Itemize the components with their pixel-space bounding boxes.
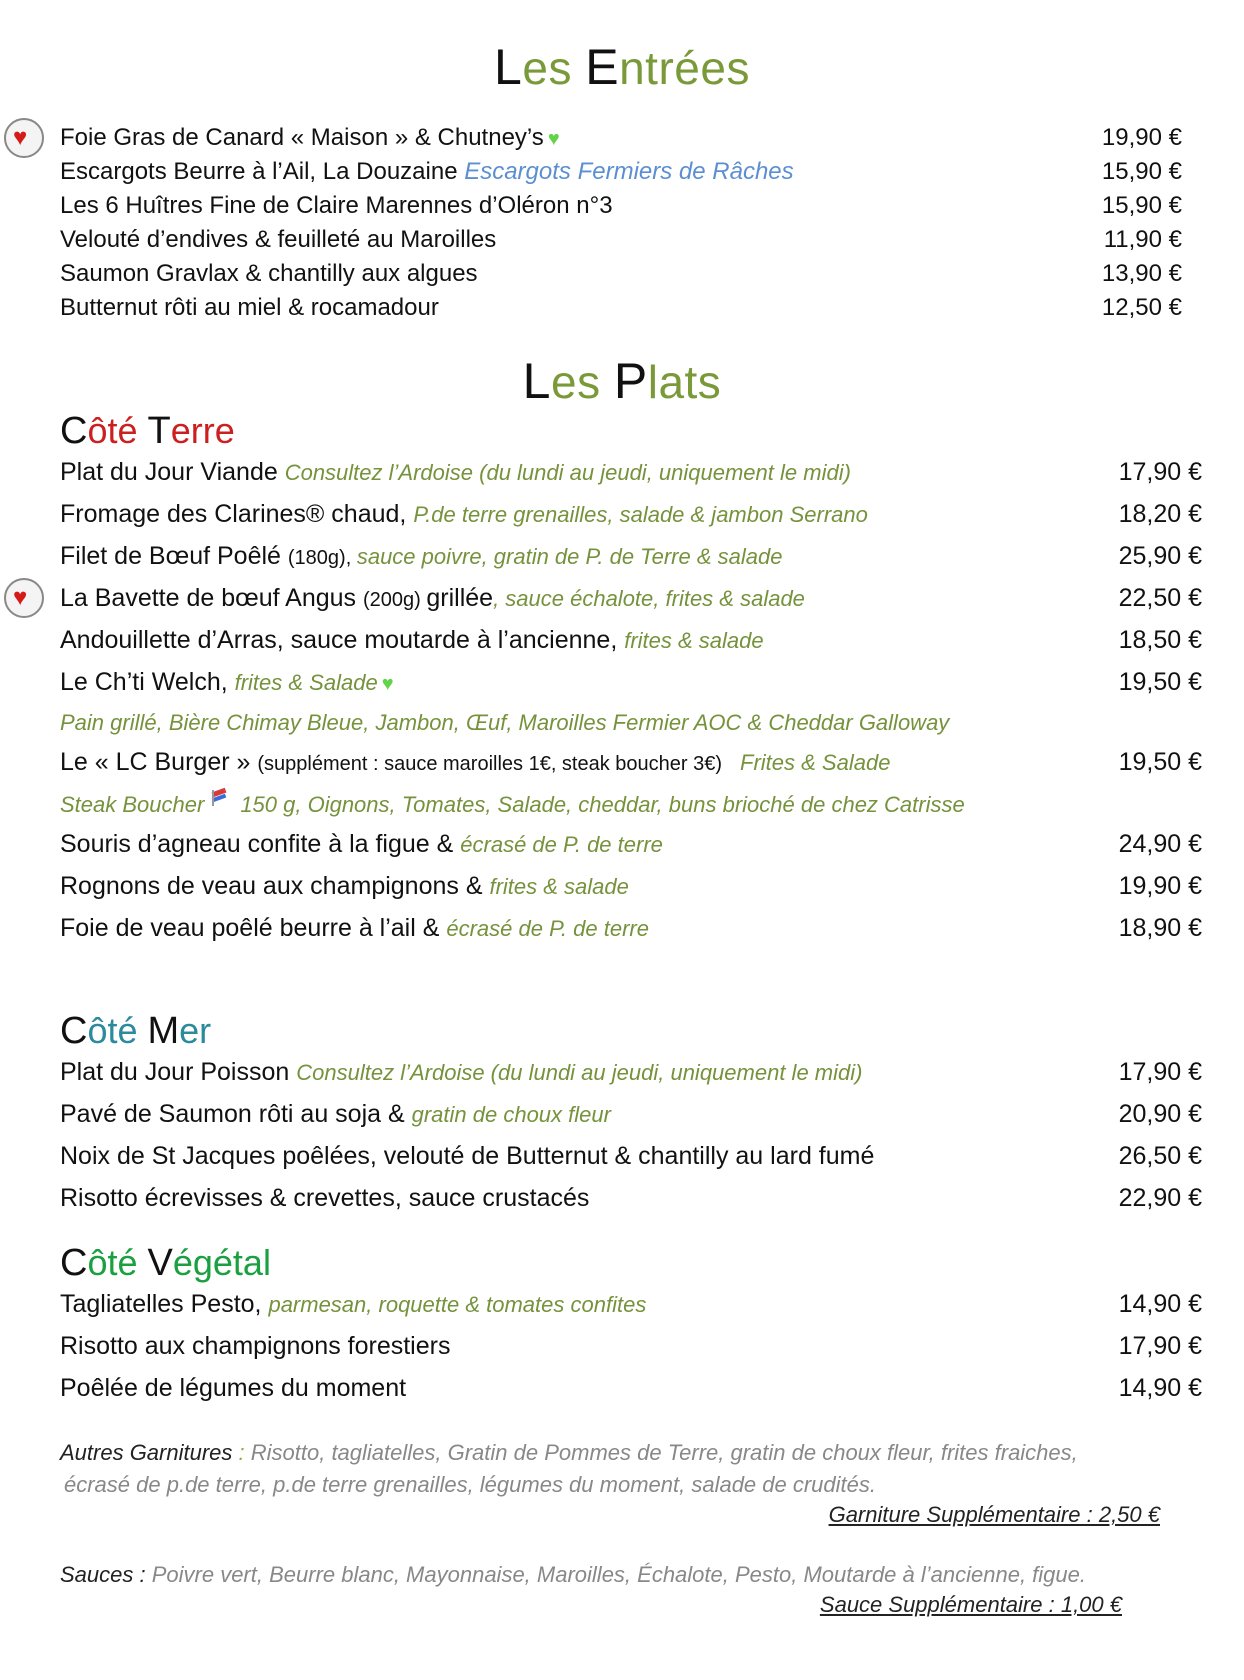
sauces-note: Sauces : Poivre vert, Beurre blanc, Mayonnaise, Maroilles, Échalote, Pesto, Moutarde à l’ancienne, figue. xyxy=(60,1562,1086,1587)
garnitures-note: Autres Garnitures : Risotto, tagliatelles, Gratin de Pommes de Terre, gratin de choux fleur, frites fraiches, xyxy=(60,1440,1078,1465)
list-item: Noix de St Jacques poêlées, velouté de Butternut & chantilly au lard fumé 26,50 € xyxy=(60,1142,1202,1170)
list-item: Souris d’agneau confite à la figue & écrasé de P. de terre 24,90 € xyxy=(60,830,1202,858)
green-heart-icon: ♥ xyxy=(547,128,560,150)
list-item-detail: Steak Boucher 150 g, Oignons, Tomates, Salade, cheddar, buns brioché de chez Catrisse xyxy=(60,790,1244,824)
garniture-supplement: Garniture Supplémentaire : 2,50 € xyxy=(828,1502,1160,1527)
list-item: Pavé de Saumon rôti au soja & gratin de choux fleur 20,90 € xyxy=(60,1100,1202,1128)
list-item: Foie Gras de Canard « Maison » & Chutney’s ♥ 19,90 € xyxy=(60,124,1182,151)
list-item: Fromage des Clarines® chaud, P.de terre grenailles, salade & jambon Serrano 18,20 € xyxy=(60,500,1202,528)
list-item: Saumon Gravlax & chantilly aux algues 13,90 € xyxy=(60,260,1182,287)
list-item: Le « LC Burger » (supplément : sauce maroilles 1€, steak boucher 3€) Frites & Salade 19,50 € xyxy=(60,748,1202,776)
garnitures-note-line2: écrasé de p.de terre, p.de terre grenailles, légumes du moment, salade de crudités. xyxy=(64,1472,877,1497)
list-item: Plat du Jour Viande Consultez l’Ardoise (du lundi au jeudi, uniquement le midi) 17,90 € xyxy=(60,458,1202,486)
section-title-terre: Côté Terre xyxy=(60,410,235,452)
list-item: Risotto écrevisses & crevettes, sauce crustacés 22,90 € xyxy=(60,1184,1202,1212)
flag-icon xyxy=(210,790,228,806)
list-item: Andouillette d’Arras, sauce moutarde à l’ancienne, frites & salade 18,50 € xyxy=(60,626,1202,654)
section-title-mer: Côté Mer xyxy=(60,1010,212,1052)
plats-title: Les Plats xyxy=(522,353,722,409)
list-item: Rognons de veau aux champignons & frites & salade 19,90 € xyxy=(60,872,1202,900)
list-item: Risotto aux champignons forestiers 17,90 € xyxy=(60,1332,1202,1360)
list-item-detail: Pain grillé, Bière Chimay Bleue, Jambon, Œuf, Maroilles Fermier AOC & Cheddar Galloway xyxy=(60,710,950,735)
list-item: Escargots Beurre à l’Ail, La Douzaine Escargots Fermiers de Râches 15,90 € xyxy=(60,158,1182,185)
section-title-vegetal: Côté Végétal xyxy=(60,1242,271,1284)
coup-de-coeur-seal: ♥ xyxy=(4,118,44,158)
list-item: Foie de veau poêlé beurre à l’ail & écrasé de P. de terre 18,90 € xyxy=(60,914,1202,942)
list-item: Plat du Jour Poisson Consultez l’Ardoise (du lundi au jeudi, uniquement le midi) 17,90 € xyxy=(60,1058,1202,1086)
green-heart-icon: ♥ xyxy=(381,673,394,695)
list-item: Tagliatelles Pesto, parmesan, roquette & tomates confites 14,90 € xyxy=(60,1290,1202,1318)
list-item: Le Ch’ti Welch, frites & Salade ♥ 19,50 € xyxy=(60,668,1202,696)
list-item: La Bavette de bœuf Angus (200g) grillée, sauce échalote, frites & salade 22,50 € xyxy=(60,584,1202,612)
entrees-title: Les Entrées xyxy=(494,39,750,95)
list-item: Poêlée de légumes du moment 14,90 € xyxy=(60,1374,1202,1402)
sauce-supplement: Sauce Supplémentaire : 1,00 € xyxy=(819,1592,1122,1617)
coup-de-coeur-seal: ♥ xyxy=(4,578,44,618)
list-item: Butternut rôti au miel & rocamadour 12,50 € xyxy=(60,294,1182,321)
list-item: Filet de Bœuf Poêlé (180g), sauce poivre, gratin de P. de Terre & salade 25,90 € xyxy=(60,542,1202,570)
list-item: Les 6 Huîtres Fine de Claire Marennes d’Oléron n°3 15,90 € xyxy=(60,192,1182,219)
list-item: Velouté d’endives & feuilleté au Maroilles 11,90 € xyxy=(60,226,1182,253)
